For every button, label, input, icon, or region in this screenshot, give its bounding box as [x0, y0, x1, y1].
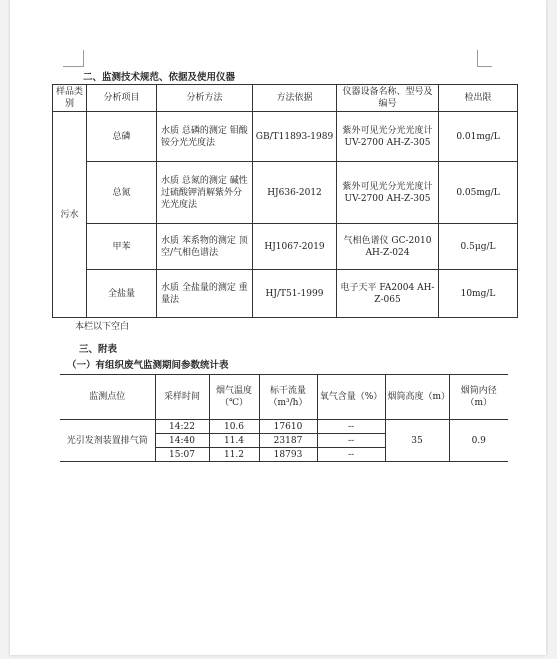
table-row	[53, 270, 518, 318]
section-3-heading: 三、附表	[79, 344, 118, 355]
header-standard-dry-flow: 标干流量（m³/h）	[259, 375, 317, 420]
crop-mark-top-right	[477, 50, 492, 67]
sampling-time-cell: 14:40	[155, 434, 209, 448]
monitoring-methods-table	[52, 84, 518, 318]
stack-height-cell: 35	[385, 420, 449, 462]
analysis-item-cell: 总氮	[87, 162, 157, 224]
instrument-cell: 气相色谱仪 GC-2010 AH-Z-024	[337, 224, 439, 270]
header-detection-limit: 检出限	[439, 85, 518, 112]
monitoring-point-cell: 光引发剂装置排气筒	[60, 420, 155, 462]
blank-below-note: 本栏以下空白	[75, 322, 130, 332]
analysis-method-cell: 水质 苯系物的测定 顶空/气相色谱法	[157, 224, 253, 270]
gas-temperature-cell: 10.6	[209, 420, 259, 434]
table-header-row	[60, 375, 508, 420]
detection-limit-cell: 0.01mg/L	[439, 112, 518, 162]
instrument-cell: 紫外可见光分光光度计 UV-2700 AH-Z-305	[337, 162, 439, 224]
gas-temperature-cell: 11.2	[209, 448, 259, 462]
sample-category-cell: 污水	[53, 112, 87, 318]
standard-dry-flow-cell: 17610	[259, 420, 317, 434]
oxygen-content-cell: --	[317, 420, 385, 434]
standard-dry-flow-cell: 23187	[259, 434, 317, 448]
table-row	[53, 162, 518, 224]
detection-limit-cell: 0.05mg/L	[439, 162, 518, 224]
header-method-basis: 方法依据	[253, 85, 337, 112]
analysis-method-cell: 水质 全盐量的测定 重量法	[157, 270, 253, 318]
method-basis-cell: GB/T11893-1989	[253, 112, 337, 162]
analysis-item-cell: 总磷	[87, 112, 157, 162]
header-analysis-item: 分析项目	[87, 85, 157, 112]
method-basis-cell: HJ/T51-1999	[253, 270, 337, 318]
detection-limit-cell: 10mg/L	[439, 270, 518, 318]
stack-diameter-cell: 0.9	[449, 420, 508, 462]
table-row	[53, 224, 518, 270]
header-sampling-time: 采样时间	[155, 375, 209, 420]
table-header-row	[53, 85, 518, 112]
header-analysis-method: 分析方法	[157, 85, 253, 112]
method-basis-cell: HJ1067-2019	[253, 224, 337, 270]
analysis-item-cell: 全盐量	[87, 270, 157, 318]
oxygen-content-cell: --	[317, 434, 385, 448]
standard-dry-flow-cell: 18793	[259, 448, 317, 462]
header-sample-category: 样品类别	[53, 85, 87, 112]
crop-mark-top-left	[63, 50, 84, 67]
analysis-method-cell: 水质 总氮的测定 碱性过硫酸钾消解紫外分光光度法	[157, 162, 253, 224]
header-stack-diameter: 烟筒内径（m）	[449, 375, 508, 420]
header-oxygen-content: 氧气含量（%）	[317, 375, 385, 420]
method-basis-cell: HJ636-2012	[253, 162, 337, 224]
instrument-cell: 电子天平 FA2004 AH-Z-065	[337, 270, 439, 318]
sampling-time-cell: 14:22	[155, 420, 209, 434]
sampling-time-cell: 15:07	[155, 448, 209, 462]
gas-temperature-cell: 11.4	[209, 434, 259, 448]
header-instrument: 仪器设备名称、型号及编号	[337, 85, 439, 112]
table-row	[53, 112, 518, 162]
analysis-method-cell: 水质 总磷的测定 钼酸铵分光光度法	[157, 112, 253, 162]
analysis-item-cell: 甲苯	[87, 224, 157, 270]
section-3-subheading: （一）有组织废气监测期间参数统计表	[67, 360, 229, 371]
header-stack-height: 烟筒高度（m）	[385, 375, 449, 420]
exhaust-gas-parameters-table	[60, 374, 508, 462]
section-2-heading: 二、监测技术规范、依据及使用仪器	[83, 72, 236, 83]
header-monitoring-point: 监测点位	[60, 375, 155, 420]
detection-limit-cell: 0.5μg/L	[439, 224, 518, 270]
oxygen-content-cell: --	[317, 448, 385, 462]
header-gas-temperature: 烟气温度（℃）	[209, 375, 259, 420]
instrument-cell: 紫外可见光分光光度计 UV-2700 AH-Z-305	[337, 112, 439, 162]
table-row	[60, 420, 508, 434]
